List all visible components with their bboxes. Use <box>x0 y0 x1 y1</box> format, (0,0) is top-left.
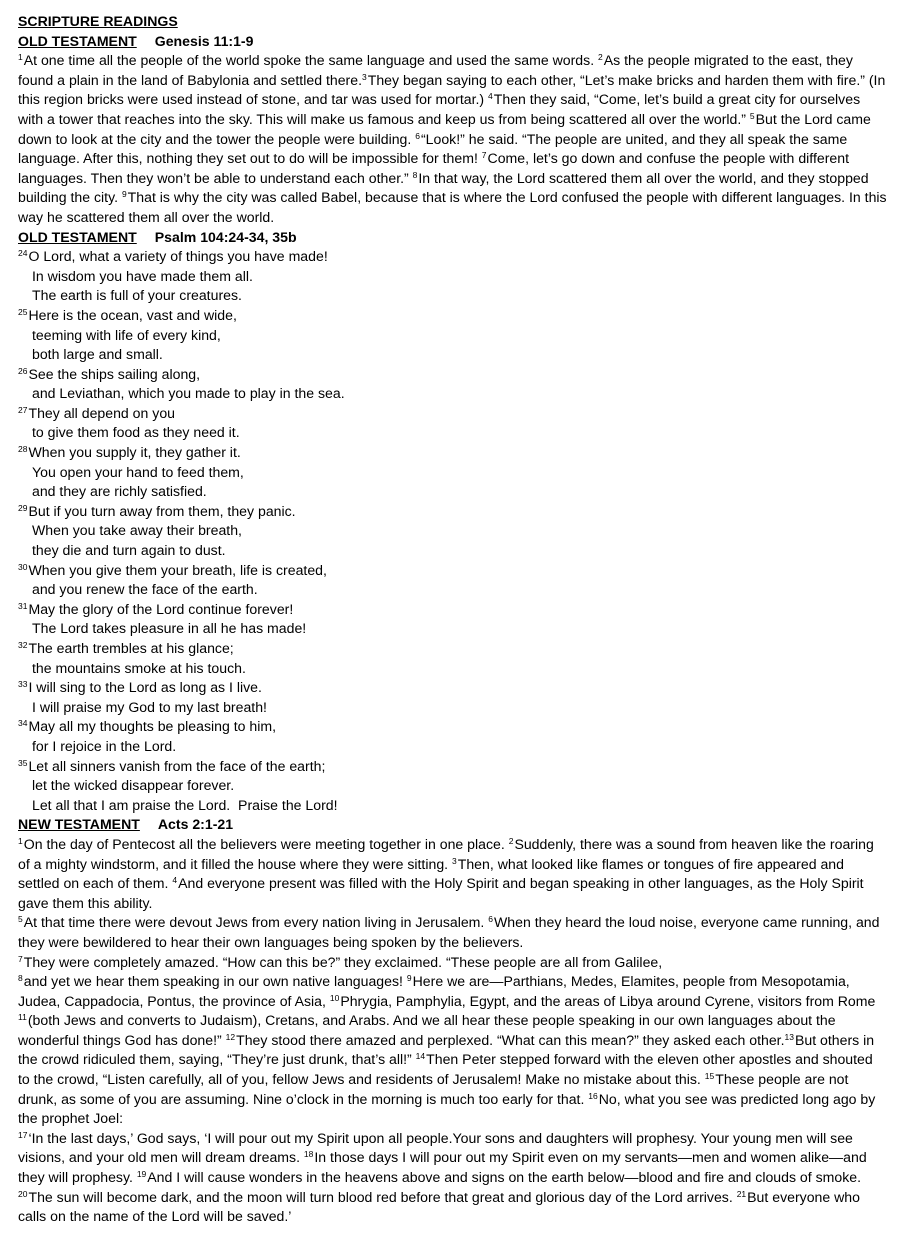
verse-text: These people are not drunk, as some of you are assuming. Nine o’clock in the morning is much too early for that. <box>18 1071 849 1107</box>
psalm-line <box>18 619 888 639</box>
verse-text: And I will cause wonders in the heavens above and signs on the earth below—blood and fire and clouds of smoke. <box>147 1169 862 1186</box>
psalm-line <box>18 365 888 385</box>
verse-number: 10 <box>329 992 340 1003</box>
verse-number: 17 <box>18 1129 28 1140</box>
verse-text: When they heard the loud noise, everyone came running, and they were bewildered to hear their own languages being spoken by the believers. <box>18 914 880 950</box>
verse-number: 9 <box>406 973 412 984</box>
verse-number: 11 <box>18 1012 27 1023</box>
verse-number: 13 <box>784 1031 794 1042</box>
psalm-line <box>18 267 888 287</box>
verse-number: 16 <box>588 1090 598 1101</box>
verse-text: But everyone who calls on the name of the Lord will be saved.’ <box>18 1188 860 1225</box>
verse-number: 8 <box>18 973 23 984</box>
verse-number: 27 <box>18 404 28 415</box>
reading-paragraph <box>18 51 888 227</box>
psalm-line <box>18 306 888 326</box>
verse-text: Then Peter stepped forward with the eleven other apostles and shouted to the crowd, “Listen carefully, all of you, fellow Jews and residents of Jerusalem! Make no mistake about this. <box>18 1051 873 1088</box>
verse-text: I will praise my God to my last breath! <box>32 698 267 715</box>
psalm-line <box>18 541 888 561</box>
section-label: NEW TESTAMENT <box>18 816 140 833</box>
verse-number: 7 <box>481 150 487 161</box>
verse-text: Here is the ocean, vast and wide, <box>28 306 237 323</box>
section-reference: Acts 2:1-21 <box>157 816 234 833</box>
verse-text: they die and turn again to dust. <box>32 542 226 559</box>
psalm-line <box>18 580 888 600</box>
verse-number: 3 <box>361 71 367 82</box>
verse-text: and they are richly satisfied. <box>32 483 207 500</box>
psalm-line <box>18 717 888 737</box>
verse-number: 6 <box>488 914 493 925</box>
verse-number: 3 <box>452 855 457 866</box>
verse-text: But the Lord came down to look at the city and the tower the people were building. <box>18 110 871 147</box>
verse-number: 19 <box>136 1169 147 1180</box>
psalm-line <box>18 345 888 365</box>
psalm-line <box>18 247 888 267</box>
verse-text: On the day of Pentecost all the believers were meeting together in one place. <box>23 835 509 852</box>
psalm-line <box>18 659 888 679</box>
verse-text: They began saying to each other, “Let’s make bricks and harden them with fire.” (In this region bricks were used instead of stone, and tar was used for mortar.) <box>18 71 886 108</box>
verse-number: 5 <box>749 110 755 121</box>
verse-text: Phrygia, Pamphylia, Egypt, and the areas of Libya around Cyrene, visitors from Rome <box>340 992 876 1009</box>
verse-number: 12 <box>225 1031 236 1042</box>
psalm-line <box>18 757 888 777</box>
verse-text: Come, let’s go down and confuse the people with different languages. Then they won’t be able to understand each other.” <box>18 150 849 186</box>
verse-text: (both Jews and converts to Judaism), Cretans, and Arabs. And we all hear these people speaking in our own languages about the wonderful things God has done!” <box>18 1012 836 1048</box>
verse-text: I will sing to the Lord as long as I live. <box>28 679 262 696</box>
verse-text: Then, what looked like flames or tongues of fire appeared and settled on each of them. <box>18 855 844 892</box>
psalm-line <box>18 796 888 816</box>
verse-number: 29 <box>18 502 28 513</box>
verse-number: 1 <box>18 835 23 846</box>
verse-number: 14 <box>415 1051 426 1062</box>
reading-paragraph <box>18 1129 888 1227</box>
verse-text: But if you turn away from them, they panic. <box>28 502 296 519</box>
verse-number: 7 <box>18 953 23 964</box>
verse-number: 4 <box>172 875 178 886</box>
verse-number: 20 <box>18 1188 28 1199</box>
psalm-line <box>18 423 888 443</box>
reading-paragraph <box>18 972 888 1129</box>
verse-text: At one time all the people of the world spoke the same language and used the same words. <box>23 52 599 69</box>
verse-text: May the glory of the Lord continue forever! <box>28 600 294 617</box>
readings-container <box>18 32 888 1227</box>
verse-text: and Leviathan, which you made to play in the sea. <box>32 385 345 402</box>
verse-text: Then they said, “Come, let’s build a great city for ourselves with a tower that reaches into the sky. This will make us famous and keep us from being scattered all over the world.” <box>18 91 861 127</box>
verse-number: 30 <box>18 561 28 572</box>
verse-text: No, what you see was predicted long ago by the prophet Joel: <box>18 1090 876 1127</box>
verse-text: “Look!” he said. “The people are united, and they all speak the same language. After this, nothing they set out to do will be impossible for them! <box>18 130 848 167</box>
reading-paragraph <box>18 913 888 952</box>
verse-text: May all my thoughts be pleasing to him, <box>28 718 277 735</box>
verse-text: and yet we hear them speaking in our own native languages! <box>23 973 407 990</box>
document-title: SCRIPTURE READINGS <box>18 13 178 29</box>
verse-text: The sun will become dark, and the moon will turn blood red before that great and glorious day of the Lord arrives. <box>28 1188 737 1205</box>
verse-number: 15 <box>704 1071 715 1082</box>
verse-text: When you give them your breath, life is created, <box>28 561 327 578</box>
verse-number: 32 <box>18 640 28 650</box>
section-heading <box>18 228 888 248</box>
verse-text: And everyone present was filled with the Holy Spirit and began speaking in other languages, as the Holy Spirit gave them this ability. <box>18 875 864 911</box>
verse-number: 33 <box>18 679 28 690</box>
psalm-line <box>18 639 888 659</box>
verse-number: 28 <box>18 444 28 455</box>
verse-text: Here we are—Parthians, Medes, Elamites, people from Mesopotamia, Judea, Cappadocia, Pontus, the province of Asia, <box>18 973 850 1009</box>
verse-text: teeming with life of every kind, <box>32 326 221 343</box>
section-label: OLD TESTAMENT <box>18 228 137 245</box>
psalm-line <box>18 521 888 541</box>
psalm-line <box>18 502 888 522</box>
verse-text: In those days I will pour out my Spirit even on my servants—men and women alike—and they will prophesy. <box>18 1149 867 1186</box>
psalm-line <box>18 737 888 757</box>
psalm-line <box>18 384 888 404</box>
psalm-line <box>18 404 888 424</box>
verse-text: They stood there amazed and perplexed. “What can this mean?” they asked each other. <box>236 1031 785 1048</box>
verse-text: The earth trembles at his glance; <box>28 640 234 656</box>
verse-text: Suddenly, there was a sound from heaven like the roaring of a mighty windstorm, and it filled the house where they were sitting. <box>18 835 874 872</box>
psalm-line <box>18 463 888 483</box>
verse-text: for I rejoice in the Lord. <box>32 737 177 754</box>
verse-number: 8 <box>412 169 418 180</box>
reading-paragraph <box>18 835 888 913</box>
verse-text: In wisdom you have made them all. <box>32 267 253 284</box>
verse-number: 34 <box>18 718 28 729</box>
verse-number: 1 <box>18 52 23 63</box>
psalm-line <box>18 482 888 502</box>
verse-number: 26 <box>18 365 28 376</box>
verse-number: 25 <box>18 306 28 317</box>
verse-text: The Lord takes pleasure in all he has made! <box>32 620 307 637</box>
section-reference: Genesis 11:1-9 <box>154 32 254 49</box>
verse-number: 35 <box>18 757 28 768</box>
verse-text: let the wicked disappear forever. <box>32 777 235 794</box>
verse-number: 2 <box>508 835 514 846</box>
verse-text: You open your hand to feed them, <box>32 463 244 480</box>
verse-text: ‘In the last days,’ God says, ‘I will pour out my Spirit upon all people.Your sons and daughters will prophesy. Your young men will see visions, and your old men will dream dreams. <box>18 1129 853 1166</box>
verse-text: Let all that I am praise the Lord. Praise the Lord! <box>32 796 338 813</box>
verse-text: At that time there were devout Jews from every nation living in Jerusalem. <box>23 914 489 931</box>
verse-number: 6 <box>415 130 420 141</box>
scripture-document <box>18 12 888 1227</box>
psalm-line <box>18 600 888 620</box>
section-label: OLD TESTAMENT <box>18 32 137 49</box>
verse-text: both large and small. <box>32 346 163 363</box>
verse-text: and you renew the face of the earth. <box>32 581 258 598</box>
psalm-line <box>18 678 888 698</box>
verse-text: As the people migrated to the east, they found a plain in the land of Babylonia and settled there. <box>18 52 853 88</box>
verse-text: Let all sinners vanish from the face of the earth; <box>28 757 326 774</box>
verse-text: In that way, the Lord scattered them all over the world, and they stopped building the city. <box>18 169 869 206</box>
psalm-line <box>18 698 888 718</box>
verse-number: 9 <box>121 189 127 200</box>
section-heading <box>18 32 888 52</box>
verse-text: But others in the crowd ridiculed them, saying, “They’re just drunk, that’s all!” <box>18 1031 875 1068</box>
verse-text: They were completely amazed. “How can this be?” they exclaimed. “These people are all from Galilee, <box>23 953 663 970</box>
psalm-line <box>18 561 888 581</box>
psalm-line <box>18 286 888 306</box>
verse-number: 4 <box>488 91 493 102</box>
reading-paragraph <box>18 953 888 973</box>
verse-number: 18 <box>303 1149 314 1160</box>
verse-text: They all depend on you <box>28 404 175 421</box>
verse-text: O Lord, what a variety of things you have made! <box>28 248 328 265</box>
verse-text: When you supply it, they gather it. <box>28 444 241 461</box>
verse-number: 21 <box>736 1188 747 1199</box>
verse-text: The earth is full of your creatures. <box>32 287 242 304</box>
psalm-line <box>18 443 888 463</box>
verse-text: to give them food as they need it. <box>32 424 240 441</box>
verse-number: 5 <box>18 914 23 925</box>
verse-text: See the ships sailing along, <box>28 365 201 382</box>
verse-number: 2 <box>598 52 603 63</box>
verse-text: When you take away their breath, <box>32 522 242 539</box>
section-reference: Psalm 104:24-34, 35b <box>154 228 297 245</box>
verse-text: the mountains smoke at his touch. <box>32 659 246 676</box>
verse-number: 31 <box>18 600 28 611</box>
psalm-line <box>18 776 888 796</box>
verse-text: That is why the city was called Babel, because that is where the Lord confused the people with different languages. In this way he scattered them all over the world. <box>18 189 887 225</box>
psalm-line <box>18 326 888 346</box>
verse-number: 24 <box>18 248 28 259</box>
section-heading <box>18 815 888 835</box>
